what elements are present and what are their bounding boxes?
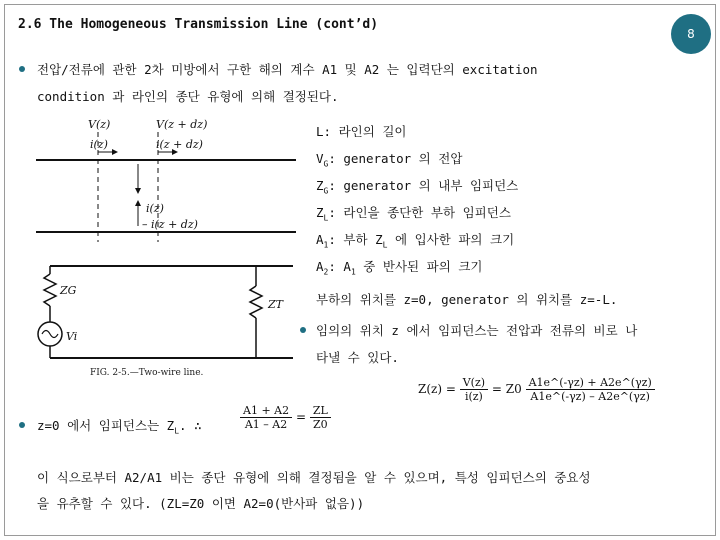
intro-line-1: 전압/전류에 관한 2차 미방에서 구한 해의 계수 A1 및 A2 는 입력단의 excitation — [37, 62, 538, 77]
conclusion-line-1: 이 식으로부터 A2/A1 비는 종단 유형에 의해 결정됨을 알 수 있으며, 특성 임피던스의 중요성 — [37, 470, 591, 485]
impedance-equation: Z(z) = $\frac{V(z)}{i(z)}$ = Z0 $\frac{A1e\^{}(-\gamma z) + A2e\^{}(\gamma z)}{A1e\^{}(-\gamma z) - A2e\^{}(\gamma z)}$ — [418, 376, 655, 403]
definition-a1: $A_1$: 부하 $Z_L$ 에 입사한 파의 크기 — [316, 232, 515, 250]
intro-line-2: condition 과 라인의 종단 유형에 의해 결정된다. — [37, 89, 339, 104]
figure-caption: FIG. 2-5.—Two-wire line. — [90, 368, 204, 378]
bullet2-line-1: 임의의 위치 z 에서 임피던스는 전압과 전류의 비로 나 — [316, 323, 638, 338]
definition-zg: $Z_G$: generator 의 내부 임피던스 — [316, 178, 519, 196]
definition-l: L: 라인의 길이 — [316, 124, 407, 139]
label-vi: Vi — [66, 330, 78, 343]
label-i-z: i(z) — [90, 138, 108, 151]
bullet-dot — [19, 66, 25, 72]
label-zg: ZG — [60, 284, 77, 297]
conclusion-line-2: 을 유추할 수 있다. (ZL=Z0 이면 A2=0(반사파 없음)) — [37, 496, 365, 511]
bullet3-text: z=0 에서 임피던스는 $Z_L$. ∴ — [37, 418, 202, 436]
two-wire-line-diagram — [28, 108, 308, 380]
page-number-badge: 8 — [671, 14, 711, 54]
slide-title: 2.6 The Homogeneous Transmission Line (cont’d) — [18, 17, 379, 32]
definition-zl: $Z_L$: 라인을 종단한 부하 임피던스 — [316, 205, 511, 223]
label-v-z-dz: V(z + dz) — [156, 118, 208, 131]
definition-vg: $V_G$: generator 의 전압 — [316, 151, 463, 169]
bullet2-line-2: 타낼 수 있다. — [316, 350, 399, 365]
definition-a2: $A_2$: $A_1$ 중 반사된 파의 크기 — [316, 259, 483, 277]
label-v-z: V(z) — [88, 118, 111, 131]
position-note: 부하의 위치를 z=0, generator 의 위치를 z=-L. — [316, 292, 618, 307]
reflection-equation: $\frac{A1 + A2}{A1 - A2}$ = $\frac{ZL}{Z0}$ — [240, 404, 331, 431]
label-zt: ZT — [268, 298, 283, 311]
label-i-z-dz: i(z + dz) — [156, 138, 203, 151]
label-i-z-dz-up: – i(z + dz) — [142, 218, 198, 231]
label-i-z-down: i(z) — [146, 202, 164, 215]
bullet-dot — [300, 327, 306, 333]
two-wire-line-figure — [28, 108, 308, 380]
bullet-dot — [19, 422, 25, 428]
